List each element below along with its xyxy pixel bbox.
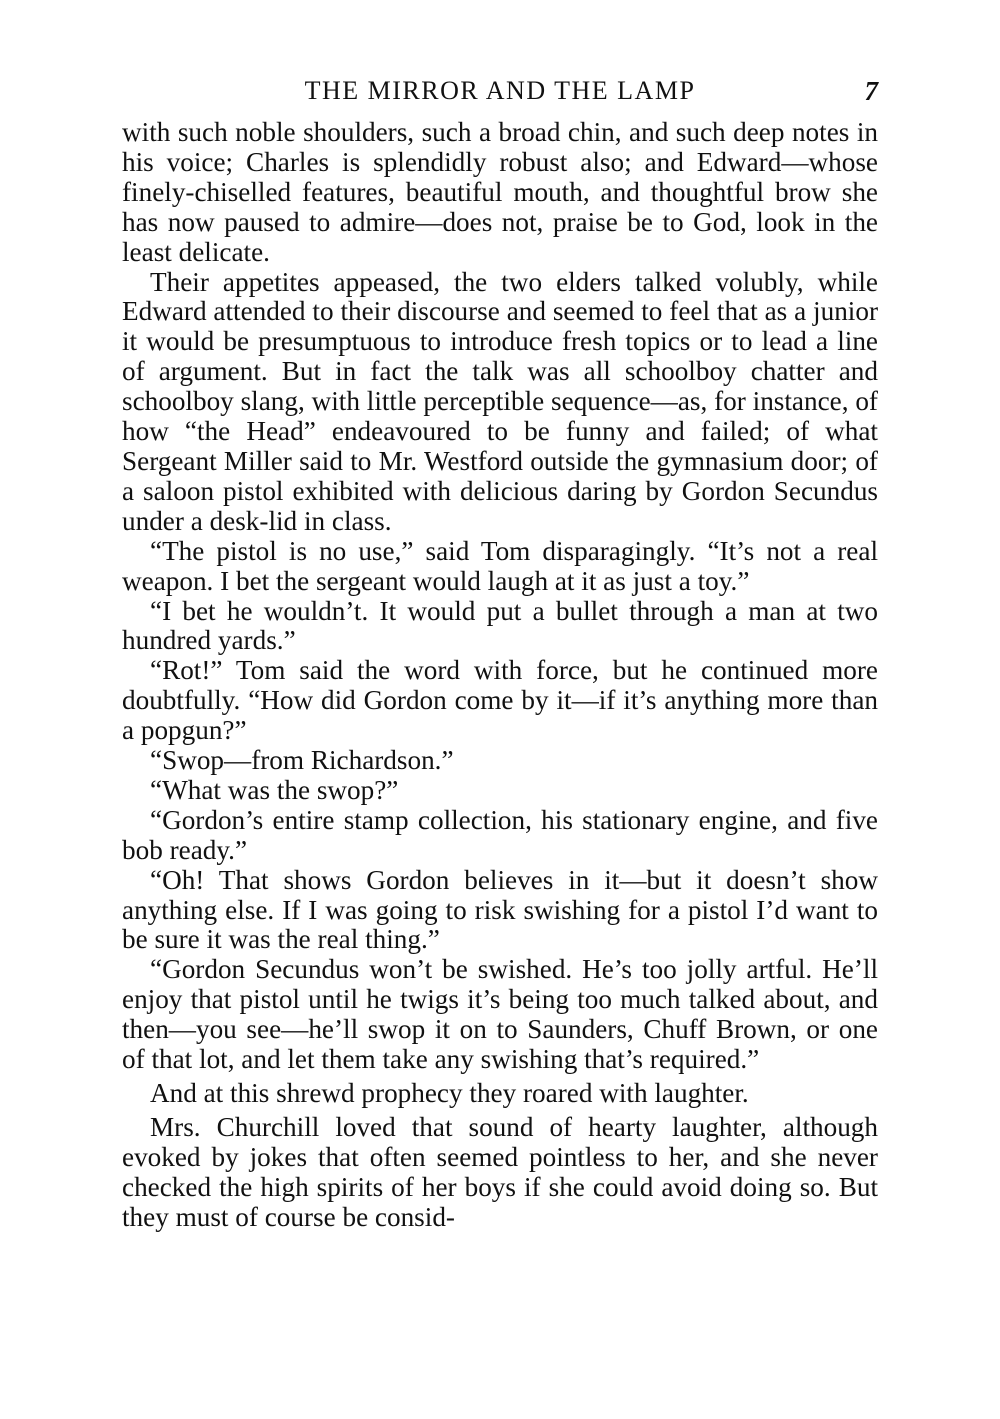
paragraph: “Swop—from Richardson.” bbox=[150, 745, 454, 776]
paragraph: Mrs. Churchill loved that sound of hearty laughter, although evoked by jokes that often seemed pointless to her, and she never checked the high spirits of her boys if she could avoid doing so. But they must of course be consid- bbox=[122, 1111, 878, 1232]
paragraph: “Oh! That shows Gordon believes in it—but it doesn’t show anything else. If I was going to risk swishing for a pistol I’d want to be sure it was the real thing.” bbox=[122, 864, 878, 955]
paragraph: “What was the swop?” bbox=[150, 774, 399, 805]
paragraph: with such noble shoulders, such a broad chin, and such deep notes in his voice; Charles is splendidly robust also; and Edward—whose finely-chiselled features, beautiful mouth, and thoughtful brow she has now paused to admire—does not, praise be to God, look in the least delicate. bbox=[122, 117, 878, 267]
paragraph: “The pistol is no use,” said Tom disparagingly. “It’s not a real weapon. I bet the sergeant would laugh at it as just a toy.” bbox=[122, 535, 878, 596]
paragraph: “Gordon’s entire stamp collection, his stationary engine, and five bob ready.” bbox=[122, 804, 878, 865]
book-page bbox=[122, 70, 878, 1233]
paragraph: “Rot!” Tom said the word with force, but he continued more doubtfully. “How did Gordon come by it—if it’s anything more than a popgun?” bbox=[122, 655, 878, 746]
running-header bbox=[122, 70, 878, 118]
paragraph: “I bet he wouldn’t. It would put a bullet through a man at two hundred yards.” bbox=[122, 595, 878, 656]
paragraph: Their appetites appeased, the two elders talked volubly, while Edward attended to their discourse and seemed to feel that as a junior it would be presumptuous to introduce fresh topics or to lead a line of argument. But in fact the talk was all schoolboy chatter and schoolboy slang, with little perceptible sequence—as, for instance, of how “the Head” endeavoured to be funny and failed; of what Sergeant Miller said to Mr. Westford outside the gymnasium door; of a saloon pistol exhibited with delicious daring by Gordon Secundus under a desk-lid in class. bbox=[122, 266, 878, 536]
paragraph: “Gordon Secundus won’t be swished. He’s too jolly artful. He’ll enjoy that pistol until he twigs it’s being too much talked about, and then—you see—he’ll swop it on to Saunders, Chuff Brown, or one of that lot, and let them take any swishing that’s required.” bbox=[122, 954, 878, 1075]
page-number: 7 bbox=[864, 76, 878, 106]
body-text bbox=[122, 118, 878, 1233]
running-title: THE MIRROR AND THE LAMP bbox=[304, 76, 696, 105]
paragraph: And at this shrewd prophecy they roared with laughter. bbox=[150, 1078, 749, 1108]
